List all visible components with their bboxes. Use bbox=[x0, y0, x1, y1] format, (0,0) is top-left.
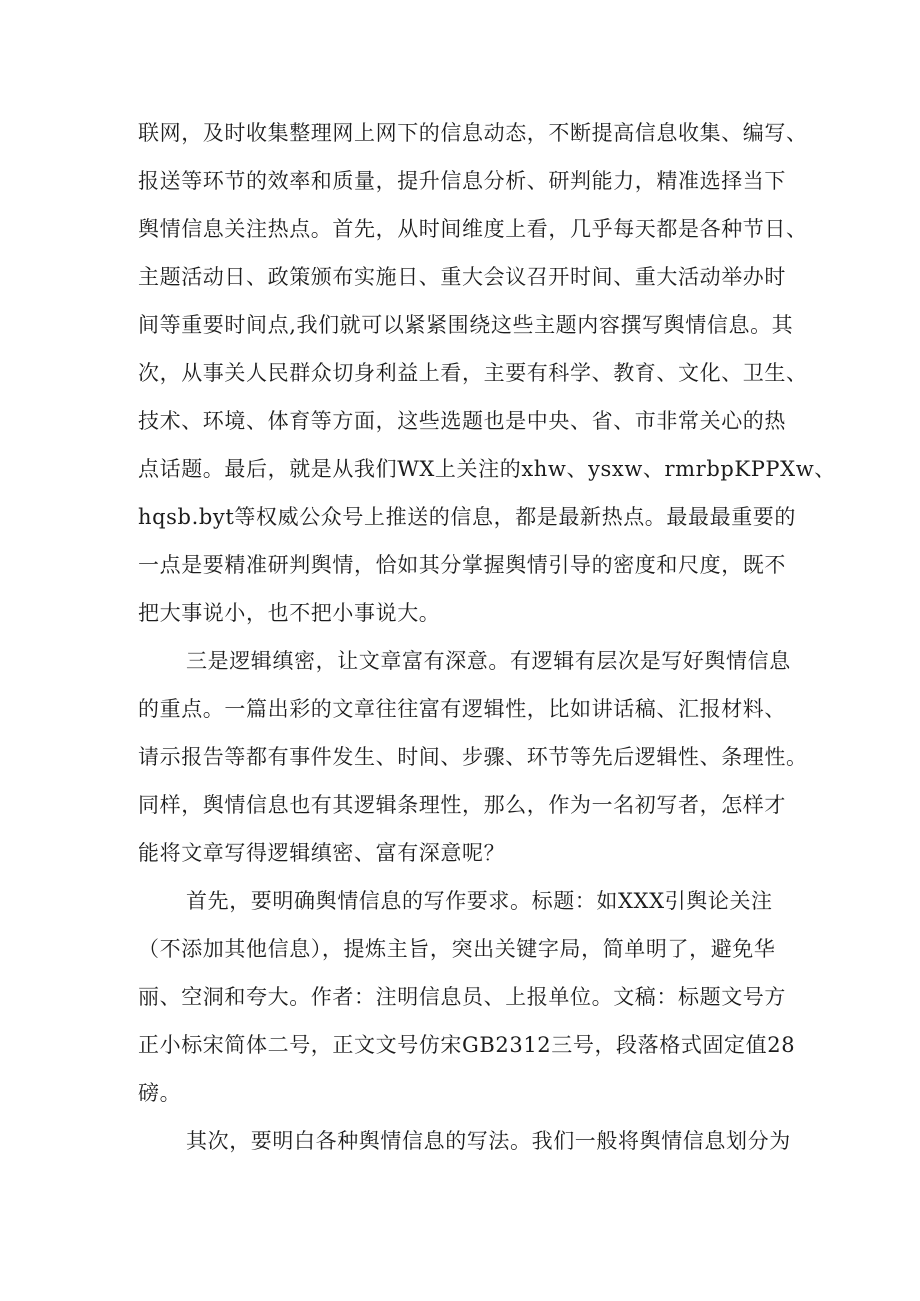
text-line: 次，从事关人民群众切身利益上看，主要有科学、教育、文化、卫生、 bbox=[138, 361, 808, 385]
text-line: 报送等环节的效率和质量，提升信息分析、研判能力，精准选择当下 bbox=[138, 169, 786, 193]
text-line: 一点是要精准研判舆情，恰如其分掌握舆情引导的密度和尺度，既不 bbox=[138, 553, 786, 577]
text-line: 技术、环境、体育等方面，这些选题也是中央、省、市非常关心的热 bbox=[138, 409, 786, 433]
text-line: 舆情信息关注热点。首先，从时间维度上看，几乎每天都是各种节日、 bbox=[138, 217, 808, 241]
text-line: 间等重要时间点,我们就可以紧紧围绕这些主题内容撰写舆情信息。其 bbox=[138, 313, 794, 337]
text-line: 的重点。一篇出彩的文章往往富有逻辑性，比如讲话稿、汇报材料、 bbox=[138, 697, 786, 721]
text-line: 能将文章写得逻辑缜密、富有深意呢？ bbox=[138, 841, 506, 865]
paragraph-first-line: 其次，要明白各种舆情信息的写法。我们一般将舆情信息划分为 bbox=[186, 1129, 791, 1153]
text-line: 正小标宋简体二号，正文文号仿宋GB2312三号，段落格式固定值28 bbox=[138, 1033, 796, 1057]
text-line: 主题活动日、政策颁布实施日、重大会议召开时间、重大活动举办时 bbox=[138, 265, 786, 289]
text-line: hqsb.byt等权威公众号上推送的信息，都是最新热点。最最最重要的 bbox=[138, 505, 797, 529]
paragraph-first-line: 首先，要明确舆情信息的写作要求。标题：如XXX引舆论关注 bbox=[186, 889, 773, 913]
text-line: 把大事说小，也不把小事说大。 bbox=[138, 601, 441, 625]
text-line: 点话题。最后，就是从我们WX上关注的xhw、ysxw、rmrbpKPPXw、 bbox=[138, 457, 836, 481]
text-line: 同样，舆情信息也有其逻辑条理性，那么，作为一名初写者，怎样才 bbox=[138, 793, 786, 817]
text-line: （不添加其他信息），提炼主旨，突出关键字局，简单明了，避免华 bbox=[138, 937, 776, 961]
paragraph-first-line: 三是逻辑缜密，让文章富有深意。有逻辑有层次是写好舆情信息 bbox=[186, 649, 791, 673]
text-line: 丽、空洞和夸大。作者：注明信息员、上报单位。文稿：标题文号方 bbox=[138, 985, 786, 1009]
text-line: 请示报告等都有事件发生、时间、步骤、环节等先后逻辑性、条理性。 bbox=[138, 745, 808, 769]
text-line: 磅。 bbox=[138, 1081, 182, 1105]
text-line: 联网，及时收集整理网上网下的信息动态，不断提高信息收集、编写、 bbox=[138, 121, 808, 145]
